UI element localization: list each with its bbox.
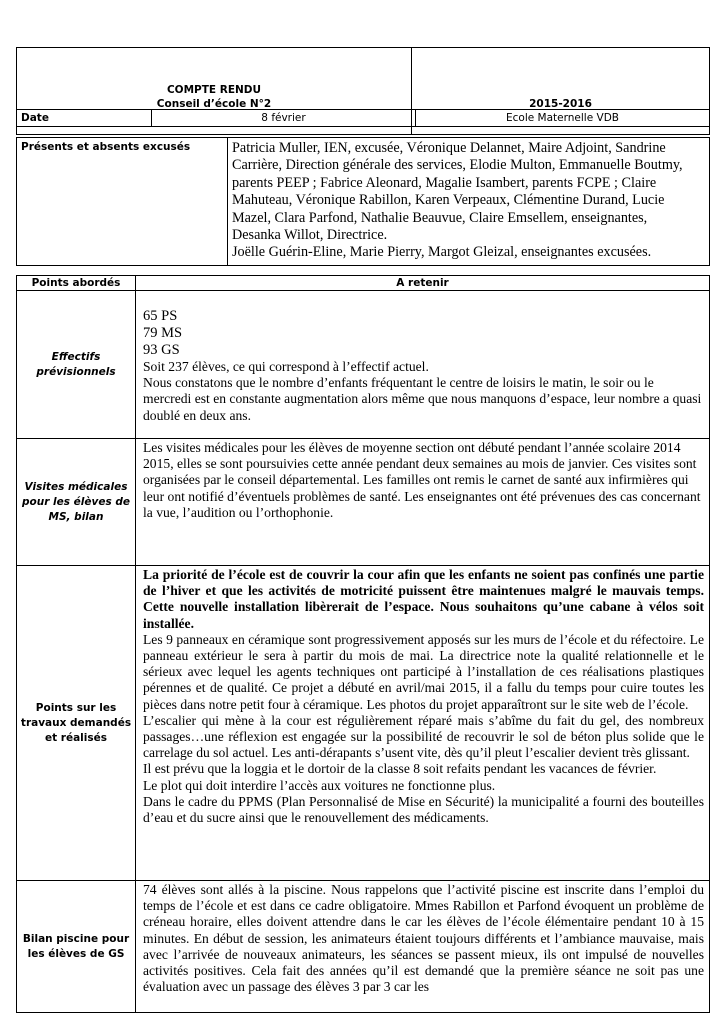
meeting-date: 8 février	[152, 110, 416, 127]
attendance-line: Joëlle Guérin-Eline, Marie Pierry, Margot Gleizal, enseignantes excusées.	[232, 244, 652, 261]
attendance-table	[16, 137, 710, 266]
attendance-line: Mazel, Clara Parfond, Nathalie Beauvue, Claire Emsellem, enseignantes,	[232, 209, 648, 226]
paragraph: Dans le cadre du PPMS (Plan Personnalisé de Mise en Sécurité) la municipalité a fourni des bouteilles d’eau et du sucre ainsi que le renouvellement des médicaments.	[143, 793, 704, 826]
paragraph: Les 9 panneaux en céramique sont progressivement apposés sur les murs de l’école et du réfectoire. Le panneau extérieur le sera à partir du mois de mai. La directrice note la qualité relationnelle et le sérieux avec lequel les agents techniques ont participé à l’installation de ces réalisations plastiques pérennes et de qualité. Ce projet a débuté en avril/mai 2015, il a fallu du temps pour cuire toutes les pièces dans notre petit four à céramique. Les photos du projet apparaîtront sur le site web de l’école.	[143, 631, 704, 712]
table-row	[17, 439, 710, 566]
table-row	[17, 881, 710, 1013]
col-header-points: Points abordés	[17, 276, 136, 291]
paragraph: Soit 237 élèves, ce qui correspond à l’effectif actuel.	[143, 359, 429, 374]
attendance-line: parents PEEP ; Fabrice Aleonard, Magalie Isambert, parents FCPE ; Claire	[232, 174, 657, 191]
row-content-enrollment	[136, 291, 710, 439]
count-gs: 93 GS	[143, 342, 180, 358]
count-ms: 79 MS	[143, 325, 183, 341]
date-label: Date	[17, 110, 152, 127]
attendance-line: Mahuteau, Véronique Rabillon, Karen Verpeaux, Clémentine Durand, Lucie	[232, 192, 665, 209]
date-row-table	[16, 109, 710, 127]
school-name: Ecole Maternelle VDB	[416, 110, 710, 127]
table-row	[17, 566, 710, 881]
row-content-medical	[136, 439, 710, 566]
paragraph: Il est prévu que la loggia et le dortoir de la classe 8 soit refaits pendant les vacances de février.	[143, 761, 657, 777]
table-row	[17, 291, 710, 439]
attendance-label: Présents et absents excusés	[17, 138, 228, 266]
paragraph: Nous constatons que le nombre d’enfants fréquentant le centre de loisirs le matin, le soir ou le mercredi est en constante augmentation alors même que nous manquons d’espace, leur nombre a quasi doublé en deux ans.	[143, 375, 702, 423]
col-header-retain: A retenir	[136, 276, 710, 291]
row-content-pool	[136, 881, 710, 1013]
paragraph: 74 élèves sont allés à la piscine. Nous rappelons que l’activité piscine est inscrite dans l’emploi du temps de l’école et est dans ce cadre obligatoire. Mmes Rabillon et Parfond évoquent un problème de créneau horaire, elles doivent attendre dans le car les élèves de l’école élémentaire pendant 10 à 15 minutes. En début de session, les animateurs étaient toujours différents et l’ambiance mauvaise, mais avec l’arrivée de nouveaux animateurs, les séances se passent mieux, ils ont impulsé de nouvelles activités positives. Cela fait des années qu’il est demandé que la première séance ne soit pas une évaluation avec un passage des élèves 3 par 3 car les	[143, 882, 704, 995]
paragraph: Les visites médicales pour les élèves de moyenne section ont débuté pendant l’année scolaire 2014 2015, elles se sont poursuivies cette année pendant deux semaines au mois de janvier. Ces visites sont organisées par le conseil départemental. Les familles ont remis le carnet de santé aux infirmières qui leur ont notifié d’éventuels problèmes de santé. Les enseignantes ont été prévenues des cas concernant la vue, l’audition ou l’orthophonie.	[143, 440, 701, 520]
attendance-list	[228, 138, 710, 266]
row-label-medical: Visites médicales pour les élèves de MS, bilan	[17, 439, 136, 566]
count-ps: 65 PS	[143, 308, 178, 324]
row-label-enrollment: Effectifs prévisionnels	[17, 291, 136, 439]
row-content-works	[136, 566, 710, 881]
paragraph: L’escalier qui mène à la cour est régulièrement réparé mais s’abîme du fait du gel, des nombreux passages…une réflexion est engagée sur la possibilité de recouvrir le sol de béton plus solide que le carrelage du sol actuel. Les anti-dérapants s’usent vite, dès qu’il pleut l’escalier devient très glissant.	[143, 712, 704, 761]
row-label-works: Points sur les travaux demandés et réalisés	[17, 566, 136, 881]
attendance-line: Patricia Muller, IEN, excusée, Véronique Delannet, Maire Adjoint, Sandrine	[232, 140, 666, 156]
attendance-line: Carrière, Direction générale des services, Elodie Multon, Emmanuelle Boutmy,	[232, 157, 683, 174]
report-title: COMPTE RENDU	[166, 84, 262, 96]
school-year: 2015-2016	[412, 48, 710, 135]
priority-paragraph: La priorité de l’école est de couvrir la cour afin que les enfants ne soient pas confinés une partie de l’hiver et que les activités de motricité puissent être maintenues malgré le mauvais temps. Cette nouvelle installation libèrerait de l’espace. Nous souhaitons qu’une cabane à vélos soit installée.	[143, 567, 704, 631]
council-number: Conseil d’école N°2	[156, 98, 272, 110]
row-label-pool: Bilan piscine pour les élèves de GS	[17, 881, 136, 1013]
agenda-table	[16, 275, 710, 1013]
attendance-line: Desanka Willot, Directrice.	[232, 227, 388, 244]
paragraph: Le plot qui doit interdire l’accès aux voitures ne fonctionne plus.	[143, 777, 496, 793]
